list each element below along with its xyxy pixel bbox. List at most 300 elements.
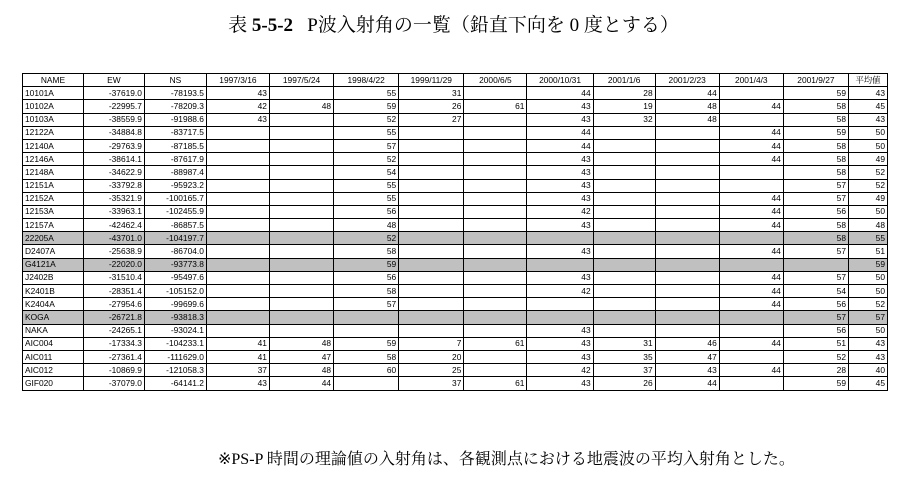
station-name-cell: 12148A [23, 166, 84, 179]
table-cell [206, 271, 269, 284]
table-cell [593, 205, 655, 218]
table-cell: 44 [719, 192, 783, 205]
table-row [23, 219, 888, 232]
table-cell: 52 [849, 166, 888, 179]
table-cell [783, 258, 848, 271]
table-cell [399, 271, 464, 284]
table-cell: 31 [593, 337, 655, 350]
table-cell: 48 [655, 113, 719, 126]
table-row [23, 258, 888, 271]
table-cell [655, 205, 719, 218]
table-cell [464, 205, 527, 218]
column-header: 2001/4/3 [719, 74, 783, 87]
table-cell: -37619.0 [83, 87, 144, 100]
table-row [23, 100, 888, 113]
station-name-cell: AIC012 [23, 364, 84, 377]
table-cell: -86704.0 [144, 245, 206, 258]
table-cell: -87617.9 [144, 153, 206, 166]
table-cell [464, 245, 527, 258]
station-name-cell: 10102A [23, 100, 84, 113]
table-cell [464, 271, 527, 284]
table-cell: 48 [334, 219, 399, 232]
table-cell: 52 [334, 153, 399, 166]
table-cell [593, 285, 655, 298]
table-cell: 25 [399, 364, 464, 377]
table-cell: 43 [527, 113, 593, 126]
table-cell: 56 [783, 205, 848, 218]
station-name-cell: 10103A [23, 113, 84, 126]
table-cell: -35321.9 [83, 192, 144, 205]
table-cell [593, 271, 655, 284]
table-cell [527, 298, 593, 311]
table-cell [399, 192, 464, 205]
table-cell: 55 [334, 179, 399, 192]
table-cell [593, 219, 655, 232]
table-row [23, 232, 888, 245]
table-cell: 7 [399, 337, 464, 350]
station-name-cell: 12151A [23, 179, 84, 192]
table-cell: 48 [269, 364, 333, 377]
table-cell: -38559.9 [83, 113, 144, 126]
table-caption [0, 14, 907, 38]
table-cell: 50 [849, 205, 888, 218]
table-cell [334, 377, 399, 390]
table-cell: 45 [849, 100, 888, 113]
table-cell [464, 113, 527, 126]
station-name-cell: 12140A [23, 139, 84, 152]
table-cell: 44 [719, 245, 783, 258]
table-cell: -95923.2 [144, 179, 206, 192]
table-cell: 55 [334, 87, 399, 100]
column-header: 2001/2/23 [655, 74, 719, 87]
table-cell: -34884.8 [83, 126, 144, 139]
table-cell: -38614.1 [83, 153, 144, 166]
table-cell: -105152.0 [144, 285, 206, 298]
table-row [23, 192, 888, 205]
table-cell: 44 [527, 139, 593, 152]
table-cell: -34622.9 [83, 166, 144, 179]
table-cell: -29763.9 [83, 139, 144, 152]
table-cell: 55 [334, 192, 399, 205]
table-cell: 19 [593, 100, 655, 113]
table-cell [593, 298, 655, 311]
table-cell [206, 153, 269, 166]
table-cell: 56 [783, 324, 848, 337]
table-cell: 47 [655, 350, 719, 363]
table-row [23, 350, 888, 363]
table-cell: 44 [527, 87, 593, 100]
table-cell: 43 [527, 179, 593, 192]
table-cell: -78193.5 [144, 87, 206, 100]
table-cell: 43 [527, 219, 593, 232]
table-cell [206, 258, 269, 271]
table-row [23, 377, 888, 390]
table-cell: 28 [783, 364, 848, 377]
table-cell: 60 [334, 364, 399, 377]
table-cell [399, 311, 464, 324]
station-name-cell: 12153A [23, 205, 84, 218]
table-cell [464, 126, 527, 139]
table-cell [464, 258, 527, 271]
table-cell: 49 [849, 153, 888, 166]
table-cell: 48 [269, 100, 333, 113]
table-cell: 37 [593, 364, 655, 377]
table-cell: 44 [655, 87, 719, 100]
table-cell [464, 364, 527, 377]
station-name-cell: AIC011 [23, 350, 84, 363]
table-row [23, 271, 888, 284]
table-cell: 55 [849, 232, 888, 245]
table-row [23, 205, 888, 218]
table-cell: 50 [849, 285, 888, 298]
table-cell: 44 [719, 364, 783, 377]
table-cell [334, 324, 399, 337]
table-cell: 57 [334, 139, 399, 152]
table-cell: 46 [655, 337, 719, 350]
table-cell: 48 [269, 337, 333, 350]
table-cell [593, 166, 655, 179]
table-cell: 44 [719, 100, 783, 113]
table-cell: 59 [783, 126, 848, 139]
table-cell: -91988.6 [144, 113, 206, 126]
column-header: 1997/3/16 [206, 74, 269, 87]
station-name-cell: K2404A [23, 298, 84, 311]
table-cell: 43 [527, 153, 593, 166]
table-cell: 54 [783, 285, 848, 298]
column-header: 2000/10/31 [527, 74, 593, 87]
table-cell [399, 139, 464, 152]
table-cell [399, 166, 464, 179]
table-cell: 44 [719, 153, 783, 166]
table-cell: 20 [399, 350, 464, 363]
table-cell [399, 245, 464, 258]
table-cell [464, 192, 527, 205]
table-cell: 43 [527, 192, 593, 205]
table-cell [269, 311, 333, 324]
table-cell [399, 153, 464, 166]
table-row [23, 311, 888, 324]
table-cell [527, 258, 593, 271]
table-cell: -99699.6 [144, 298, 206, 311]
table-cell: 43 [206, 87, 269, 100]
table-row [23, 87, 888, 100]
table-cell: 43 [527, 245, 593, 258]
table-row [23, 298, 888, 311]
station-name-cell: G4121A [23, 258, 84, 271]
table-cell: 51 [783, 337, 848, 350]
table-cell: 35 [593, 350, 655, 363]
table-cell: 58 [783, 166, 848, 179]
table-cell: 61 [464, 337, 527, 350]
table-cell: 43 [849, 337, 888, 350]
table-cell [206, 166, 269, 179]
table-cell: 58 [334, 285, 399, 298]
table-cell: 55 [334, 126, 399, 139]
table-cell: 44 [719, 219, 783, 232]
table-cell [206, 192, 269, 205]
header-row [23, 74, 888, 87]
table-cell: 42 [527, 285, 593, 298]
table-cell: -102455.9 [144, 205, 206, 218]
table-cell: 52 [849, 179, 888, 192]
table-cell: 56 [783, 298, 848, 311]
table-cell: -93024.1 [144, 324, 206, 337]
station-name-cell: 12122A [23, 126, 84, 139]
table-cell [719, 232, 783, 245]
table-cell [464, 153, 527, 166]
table-cell: -26721.8 [83, 311, 144, 324]
table-cell: 37 [399, 377, 464, 390]
table-cell: 61 [464, 100, 527, 113]
table-cell: 58 [783, 153, 848, 166]
table-cell [269, 87, 333, 100]
table-cell: 56 [334, 271, 399, 284]
table-cell: 43 [849, 113, 888, 126]
station-name-cell: KOGA [23, 311, 84, 324]
table-cell [719, 377, 783, 390]
station-name-cell: GIF020 [23, 377, 84, 390]
table-cell [593, 192, 655, 205]
column-header: 2000/6/5 [464, 74, 527, 87]
station-name-cell: 22205A [23, 232, 84, 245]
table-cell [269, 285, 333, 298]
table-cell: -31510.4 [83, 271, 144, 284]
table-cell [593, 126, 655, 139]
table-cell [399, 219, 464, 232]
table-row [23, 337, 888, 350]
table-cell [719, 166, 783, 179]
table-row [23, 364, 888, 377]
table-cell [206, 311, 269, 324]
column-header: NAME [23, 74, 84, 87]
table-cell: -86857.5 [144, 219, 206, 232]
table-cell: 58 [334, 350, 399, 363]
table-cell [719, 179, 783, 192]
table-cell: 50 [849, 139, 888, 152]
table-cell: -64141.2 [144, 377, 206, 390]
table-cell: 51 [849, 245, 888, 258]
table-cell [655, 271, 719, 284]
table-cell [593, 245, 655, 258]
table-cell: 47 [269, 350, 333, 363]
table-cell: 48 [849, 219, 888, 232]
table-cell [464, 232, 527, 245]
table-cell: -95497.6 [144, 271, 206, 284]
column-header: EW [83, 74, 144, 87]
table-cell [269, 271, 333, 284]
table-cell [655, 192, 719, 205]
table-cell: -10869.9 [83, 364, 144, 377]
table-cell: -28351.4 [83, 285, 144, 298]
table-cell: 43 [655, 364, 719, 377]
table-cell: 54 [334, 166, 399, 179]
table-cell [719, 350, 783, 363]
table-cell [206, 285, 269, 298]
table-cell: 44 [719, 271, 783, 284]
table-cell [464, 139, 527, 152]
table-cell [719, 113, 783, 126]
table-cell [334, 311, 399, 324]
table-cell: 52 [334, 113, 399, 126]
column-header: 2001/1/6 [593, 74, 655, 87]
table-cell [655, 245, 719, 258]
table-cell [464, 324, 527, 337]
table-cell [655, 298, 719, 311]
table-cell: 58 [334, 245, 399, 258]
table-cell: 43 [527, 271, 593, 284]
table-cell: 57 [783, 311, 848, 324]
table-cell [527, 311, 593, 324]
table-cell [719, 324, 783, 337]
table-cell [269, 113, 333, 126]
table-cell: -93773.8 [144, 258, 206, 271]
table-row [23, 285, 888, 298]
table-cell [719, 311, 783, 324]
table-cell: 42 [527, 364, 593, 377]
table-cell: -104197.7 [144, 232, 206, 245]
table-cell: 26 [593, 377, 655, 390]
table-cell: 44 [719, 337, 783, 350]
station-name-cell: 12157A [23, 219, 84, 232]
table-cell: -33792.8 [83, 179, 144, 192]
table-cell: -100165.7 [144, 192, 206, 205]
table-cell: -93818.3 [144, 311, 206, 324]
table-cell: 59 [334, 258, 399, 271]
table-cell: 50 [849, 324, 888, 337]
table-cell: -37079.0 [83, 377, 144, 390]
table-cell: 44 [719, 205, 783, 218]
table-cell [464, 350, 527, 363]
table-cell [269, 192, 333, 205]
station-name-cell: 12146A [23, 153, 84, 166]
table-cell: -33963.1 [83, 205, 144, 218]
column-header: NS [144, 74, 206, 87]
table-cell [655, 139, 719, 152]
table-cell: 42 [206, 100, 269, 113]
column-header: 1997/5/24 [269, 74, 333, 87]
table-cell: 57 [783, 179, 848, 192]
table-cell [593, 153, 655, 166]
table-cell: -17334.3 [83, 337, 144, 350]
table-cell: 43 [527, 337, 593, 350]
table-cell: 59 [783, 87, 848, 100]
table-cell: 28 [593, 87, 655, 100]
table-cell [593, 179, 655, 192]
table-row [23, 245, 888, 258]
incidence-angle-table [22, 73, 888, 391]
table-cell: 59 [783, 377, 848, 390]
table-cell: 40 [849, 364, 888, 377]
table-cell: 50 [849, 126, 888, 139]
table-cell: -43701.0 [83, 232, 144, 245]
table-cell: 57 [783, 271, 848, 284]
table-cell: 49 [849, 192, 888, 205]
caption-prefix: 表 [228, 15, 248, 36]
table-cell [269, 245, 333, 258]
table-cell [655, 232, 719, 245]
caption-number: 5-5-2 [251, 15, 294, 36]
table-cell [464, 285, 527, 298]
table-cell: -42462.4 [83, 219, 144, 232]
table-cell: 26 [399, 100, 464, 113]
table-cell: 57 [334, 298, 399, 311]
table-cell: 43 [527, 166, 593, 179]
table-cell: -27361.4 [83, 350, 144, 363]
column-header: 2001/9/27 [783, 74, 848, 87]
station-name-cell: 10101A [23, 87, 84, 100]
table-cell [206, 245, 269, 258]
station-name-cell: J2402B [23, 271, 84, 284]
table-cell: 52 [334, 232, 399, 245]
table-cell: 27 [399, 113, 464, 126]
table-cell: -104233.1 [144, 337, 206, 350]
table-cell [206, 298, 269, 311]
footnote: ※PS-P 時間の理論値の入射角は、各観測点における地震波の平均入射角とした。 [218, 451, 795, 468]
table-cell [593, 258, 655, 271]
station-name-cell: D2407A [23, 245, 84, 258]
column-header: 平均値 [849, 74, 888, 87]
table-cell: 58 [783, 232, 848, 245]
station-name-cell: AIC004 [23, 337, 84, 350]
column-header: 1999/11/29 [399, 74, 464, 87]
table-cell [206, 232, 269, 245]
table-cell [269, 153, 333, 166]
table-cell [655, 219, 719, 232]
table-cell: -24265.1 [83, 324, 144, 337]
table-cell [269, 205, 333, 218]
table-cell: 58 [783, 100, 848, 113]
table-cell: 43 [527, 350, 593, 363]
table-cell: 41 [206, 337, 269, 350]
table-cell: 32 [593, 113, 655, 126]
table-cell: 58 [783, 113, 848, 126]
table-cell [269, 166, 333, 179]
table-cell [464, 298, 527, 311]
table-cell [206, 179, 269, 192]
table-cell: 41 [206, 350, 269, 363]
table-cell [206, 219, 269, 232]
table-cell: 43 [527, 100, 593, 113]
table-cell: 61 [464, 377, 527, 390]
table-cell [655, 166, 719, 179]
table-cell [269, 179, 333, 192]
table-cell [399, 298, 464, 311]
table-cell [464, 179, 527, 192]
table-cell: -22995.7 [83, 100, 144, 113]
table-row [23, 139, 888, 152]
table-cell: 48 [655, 100, 719, 113]
table-cell [269, 298, 333, 311]
table-cell: 57 [783, 192, 848, 205]
table-cell: -25638.9 [83, 245, 144, 258]
table-cell: 43 [527, 324, 593, 337]
table-cell: 44 [527, 126, 593, 139]
table-cell [399, 232, 464, 245]
table-row [23, 179, 888, 192]
table-cell [399, 285, 464, 298]
table-cell: 58 [783, 139, 848, 152]
table-cell: 44 [719, 298, 783, 311]
table-cell [719, 258, 783, 271]
table-cell: 59 [849, 258, 888, 271]
table-cell: 58 [783, 219, 848, 232]
table-cell [464, 311, 527, 324]
table-cell [655, 153, 719, 166]
station-name-cell: 12152A [23, 192, 84, 205]
table-cell: 52 [783, 350, 848, 363]
table-cell: 45 [849, 377, 888, 390]
table-cell [593, 324, 655, 337]
